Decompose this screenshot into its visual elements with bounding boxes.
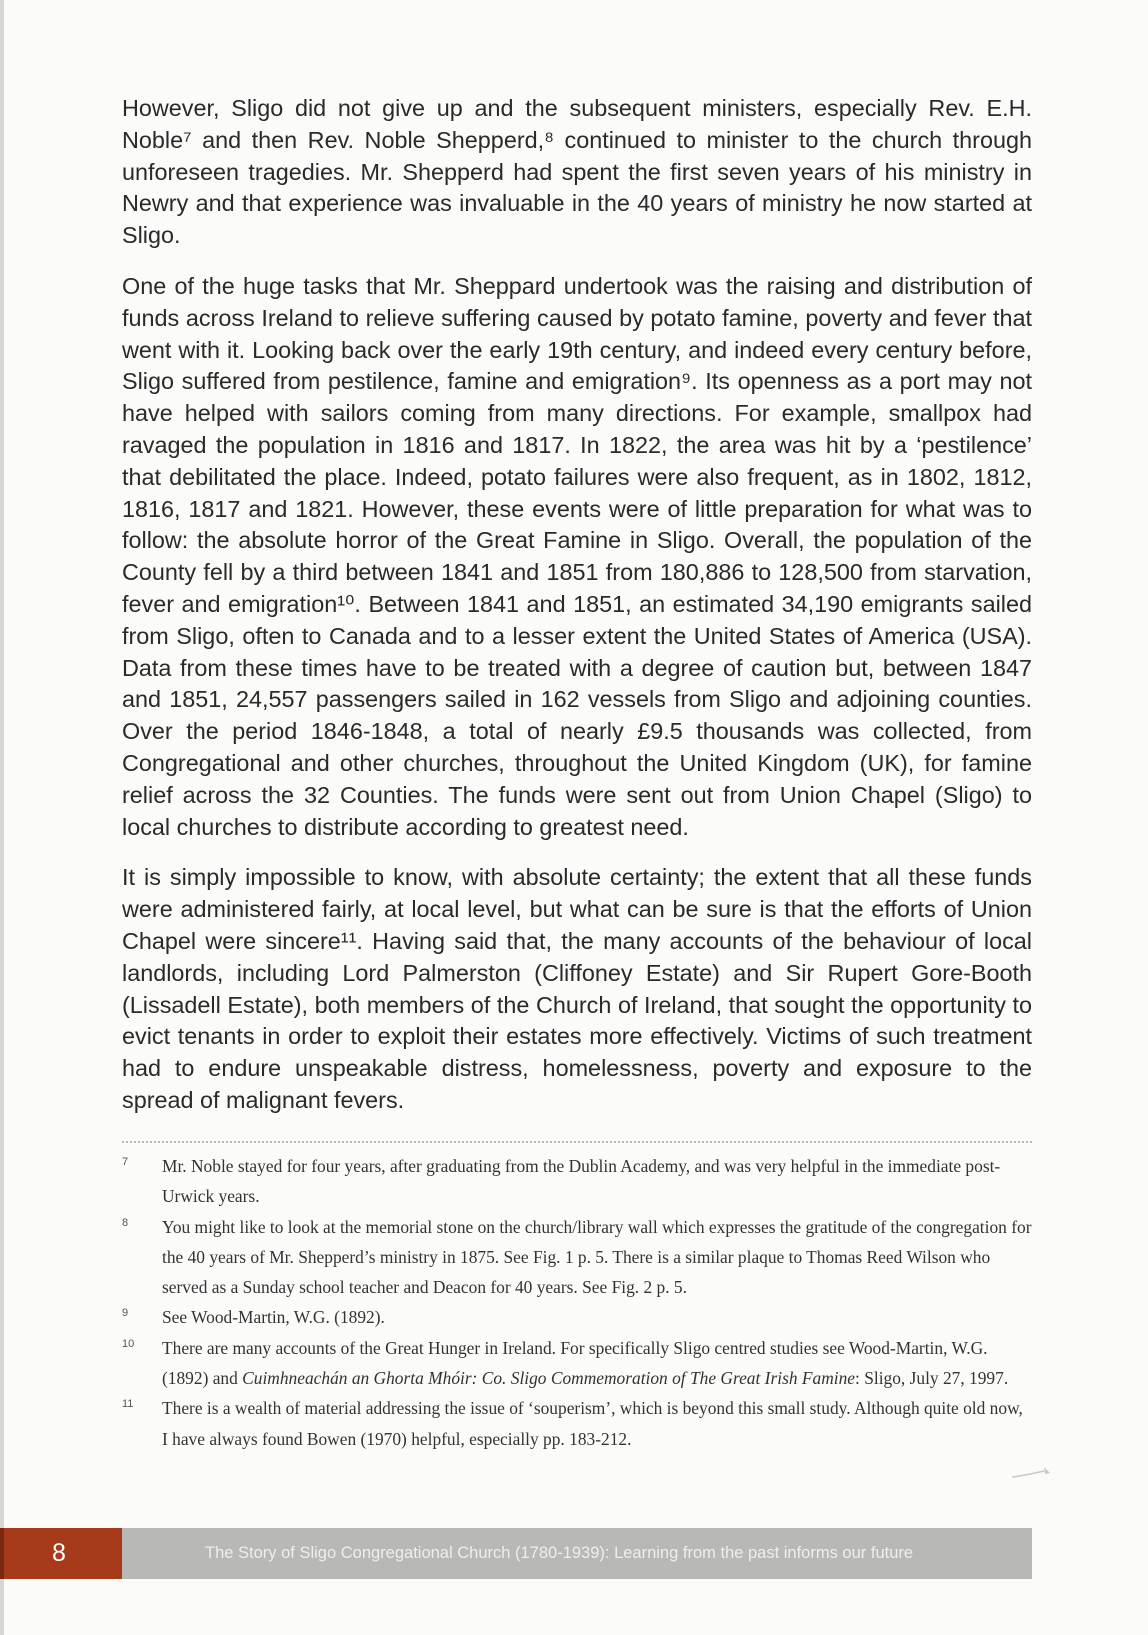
footnotes — [122, 1151, 1032, 1454]
footnote-11 — [122, 1393, 1032, 1454]
footnote-text: See Wood-Martin, W.G. (1892). — [162, 1307, 385, 1328]
running-title: The Story of Sligo Congregational Church (1780-1939): Learning from the past informs our future — [122, 1528, 1032, 1579]
footnote-8 — [122, 1212, 1032, 1303]
footnote-italic-title: Cuimhneachán an Ghorta Mhóir: Co. Sligo Commemoration of The Great Irish Famine — [242, 1368, 856, 1389]
footnote-text: There is a wealth of material addressing the issue of ‘souperism’, which is beyond this small study. Although quite old now, I have always found Bowen (1970) helpful, especially pp. 183-212. — [162, 1398, 1023, 1449]
page-number: 8 — [0, 1528, 122, 1579]
footnote-number: 7 — [122, 1156, 129, 1168]
footnote-number: 9 — [122, 1307, 129, 1320]
page-edge — [0, 0, 4, 1635]
body-text — [122, 93, 1032, 1136]
paragraph-3: It is simply impossible to know, with absolute certainty; the extent that all these funds were administered fairly, at local level, but what can be sure is that the efforts of Union Chapel were sincere¹¹. Having said that, the many accounts of the behaviour of local landlords, including Lord Palmerston (Cliffoney Estate) and Sir Rupert Gore-Booth (Lissadell Estate), both members of the Church of Ireland, that sought the opportunity to evict tenants in order to exploit their estates more effectively. Victims of such treatment had to endure unspeakable distress, homelessness, poverty and exposure to the spread of malignant fevers. — [122, 864, 1032, 1113]
footnote-number: 8 — [122, 1216, 129, 1229]
footnote-number: 10 — [122, 1337, 135, 1350]
scan-mark-icon — [1010, 1465, 1054, 1479]
paragraph-2: One of the huge tasks that Mr. Sheppard undertook was the raising and distribution of funds across Ireland to relieve suffering caused by potato famine, poverty and fever that went with it. Looking back over the early 19th century, and indeed every century before, Sligo suffered from pestilence, famine and emigration⁹. Its openness as a port may not have helped with sailors coming from many directions. For example, smallpox had ravaged the population in 1816 and 1817. In 1822, the area was hit by a ‘pestilence’ that debilitated the place. Indeed, potato failures were also frequent, as in 1802, 1812, 1816, 1817 and 1821. However, these events were of little preparation for what was to follow: the absolute horror of the Great Famine in Sligo. Overall, the population of the County fell by a third between 1841 and 1851 from 180,886 to 128,500 from starvation, fever and emigration¹⁰. Between 1841 and 1851, an estimated 34,190 emigrants sailed from Sligo, often to Canada and to a lesser extent the United States of America (USA). Data from these times have to be treated with a degree of caution but, between 1847 and 1851, 24,557 passengers sailed in 162 vessels from Sligo and adjoining counties. Over the period 1846-1848, a total of nearly £9.5 thousands was collected, from Congregational and other churches, throughout the United Kingdom (UK), for famine relief across the 32 Counties. The funds were sent out from Union Chapel (Sligo) to local churches to distribute according to greatest need. — [122, 272, 1032, 840]
footnote-7 — [122, 1151, 1032, 1212]
page-footer — [0, 1528, 1032, 1579]
footnote-number: 11 — [122, 1398, 134, 1411]
footnote-text: You might like to look at the memorial stone on the church/library wall which expresses the gratitude of the congregation for the 40 years of Mr. Shepperd’s ministry in 1875. See Fig. 1 p. 5. There is a similar plaque to Thomas Reed Wilson who served as a Sunday school teacher and Deacon for 40 years. See Fig. 2 p. 5. — [162, 1216, 1032, 1298]
footnote-divider — [122, 1141, 1032, 1143]
footnote-text-end: : Sligo, July 27, 1997. — [855, 1368, 1009, 1389]
paragraph-1: However, Sligo did not give up and the subsequent ministers, especially Rev. E.H. Noble⁷ and then Rev. Noble Shepperd,⁸ continued to minister to the church through unforeseen tragedies. Mr. Shepperd had spent the first seven years of his ministry in Newry and that experience was invaluable in the 40 years of ministry he now started at Sligo. — [122, 95, 1032, 249]
footnote-10 — [122, 1333, 1032, 1394]
footnote-text-start: There are many accounts of the Great Hunger in Ireland. For specifically Sligo centred studies see Wood-Martin, W.G. (1892) and — [162, 1337, 988, 1389]
footnote-text: Mr. Noble stayed for four years, after graduating from the Dublin Academy, and was very helpful in the immediate post-Urwick years. — [162, 1156, 1001, 1207]
footnote-9 — [122, 1302, 1032, 1332]
